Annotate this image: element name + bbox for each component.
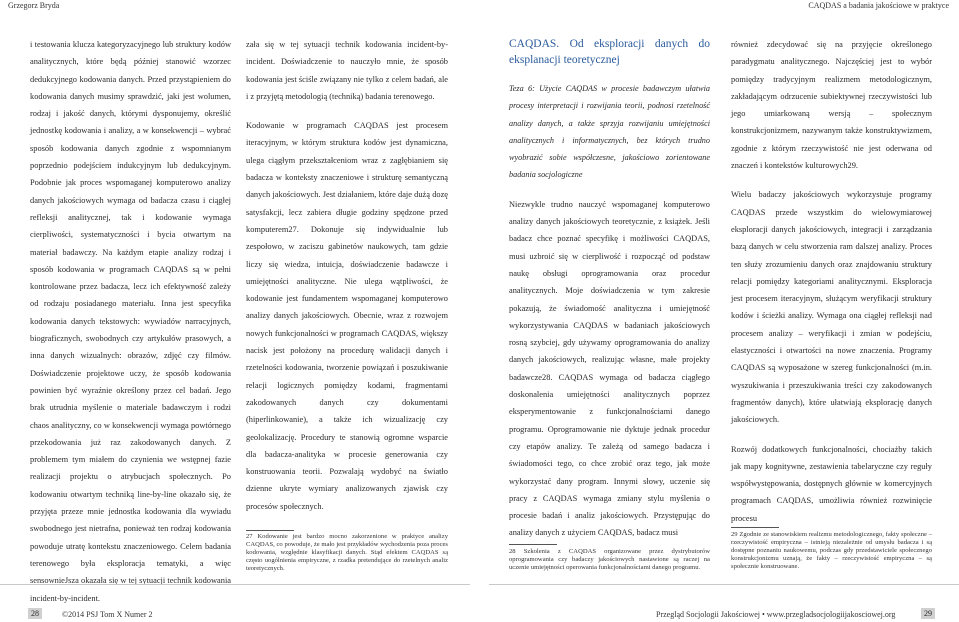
page-number-left: 28: [28, 608, 42, 619]
thesis-text: Użycie CAQDAS w procesie badawczym ułatwia procesy interpretacji i rozwijania teorii, podnosi rzetelność analizy danych, a także sprzyja rozwijaniu umiejętności analitycznych i informatycznych, bez których trudno wyobrazić sobie współczesne, jakościowo zorientowane badania socjologiczne: [509, 84, 710, 180]
section-title: CAQDAS. Od eksploracji danych do eksplanacji teoretycznej: [509, 38, 710, 66]
body-paragraph: również zdecydować się na przyjęcie określonego paradygmatu analitycznego. Najczęściej jest to wybór pomiędzy tradycyjnym realizmem metodologicznym, zakładającym odrzucenie subiektywnej rzeczywistości lub jego umiarkowaną wersją – społecznym konstrukcjonizmem, nazywanym także konstruktywizmem, zgodnie z którym rzeczywistość nie jest oderwana od znaczeń i kontekstów kulturowych29.: [731, 40, 932, 171]
page-number-right: 29: [921, 608, 935, 619]
thesis-block: [509, 80, 710, 184]
body-paragraph: Kodowanie w programach CAQDAS jest procesem iteracyjnym, w którym struktura kodów jest dynamiczna, ulega ciągłym przekształceniom wraz z zagłębianiem się badacza w konteksty znaczeniowe i strukturę semantyczną danych jakościowych. Jest działaniem, które daje dużą dozę satysfakcji, lecz zabiera długie godziny spędzone przed komputerem27. Dokonuje się indywidualnie lub zespołowo, w zaciszu gabinetów naukowych, tam gdzie liczy się wiedza, intuicja, doświadczenie badawcze i umiejętności analityczne. Nie ulega wątpliwości, że kodowanie jest fundamentem wspomaganej komputerowo analizy danych jakościowych. Obecnie, wraz z rozwojem nowych funkcjonalności w programach CAQDAS, większy nacisk jest położony na procedurę walidacji danych i rzetelności kodowania, tworzenie powiązań i poszukiwanie relacji logicznych pomiędzy kodami, fragmentami zakodowanych danych czy dokumentami (hiperlinkowanie), a także ich wizualizację czy geolokalizację. Procedury te stanowią ogromne wsparcie dla badacza-analityka w procesie generowania czy konstruowania teorii. Pozwalają wydobyć na światło dzienne ukryte wymiary analizowanych zjawisk czy procesów społecznych.: [246, 121, 448, 511]
right-page-column-2: [731, 36, 932, 527]
footer-rule-left: [0, 584, 470, 585]
body-paragraph: Niezwykle trudno nauczyć wspomaganej komputerowo analizy danych jakościowych teoretycznie, z książek. Jeśli badacz chce poznać specyfikę i możliwości CAQDAS, musi uzbroić się w cierpliwość i rozpocząć od podstaw naukę obsługi oprogramowania oraz procedur analitycznych. Moje doświadczenia w tym zakresie pokazują, że świadomość analityczna i umiejętność wykorzystywania CAQDAS w badaniach jakościowych rosną szybciej, gdy używamy oprogramowania do analizy danych jakościowych, realizując własne, małe projekty badawcze28. CAQDAS wymaga od badacza ciągłego doskonalenia umiejętności analitycznych poprzez eksperymentowanie z funkcjonalnościami danego programu. Oprogramowanie nie dyktuje jednak procedur czy etapów analizy. Te zależą od samego badacza i świadomości tego, co chce zrobić oraz tego, jak może wykorzystać dany program. Innymi słowy, uczenie się pracy z CAQDAS wymaga zmiany stylu myślenia o procesie badań i analiz jakościowych. Przystępując do analizy danych z użyciem CAQDAS, badacz musi: [509, 199, 710, 538]
footer-journal-issue: ©2014 PSJ Tom X Numer 2: [62, 610, 153, 619]
body-paragraph: Rozwój dodatkowych funkcjonalności, chociażby takich jak mapy kognitywne, zestawienia tabelaryczne czy reguły współwystępowania, dostępnych głównie w komercyjnych programach CAQDAS, umożliwia również rozwinięcie procesu: [731, 444, 932, 523]
footnote-28: 28 Szkolenia z CAQDAS organizowane przez dystrybutorów oprogramowania czy badaczy jakościowych nastawione są raczej na uczenie umiejętności operowania funkcjonalnościami danego programu.: [509, 548, 710, 572]
thesis-label: Teza 6:: [509, 84, 535, 93]
footer-rule-right: [489, 584, 959, 585]
left-page-column-1: [30, 36, 231, 607]
footnote-rule: [731, 527, 779, 528]
body-paragraph: zała się w tej sytuacji technik kodowania incident-by-incident. Doświadczenie to nauczyło mnie, że sposób kodowania jest ściśle związany nie tylko z celem badań, ale i z przyjętą metodologią (techniką) badania terenowego.: [246, 40, 448, 101]
left-page-column-2: [246, 36, 448, 515]
body-paragraph: Wielu badaczy jakościowych wykorzystuje programy CAQDAS przede wszystkim do wielowymiarowej eksploracji danych jakościowych, integracji i zarządzania bazą danych w celu stworzenia ram dalszej analizy. Proces ten służy zrozumieniu danych oraz znajdowaniu struktury relacji pomiędzy kategoriami analitycznymi. Eksploracja jest procesem iteracyjnym, służącym weryfikacji struktury kodów i ścieżki analizy. Wymaga ona ciągłej refleksji nad procesem analizy – weryfikacji i zmian w podejściu, elastyczności i otwartości na nowe znaczenia. Programy CAQDAS są wyposażone w szereg funkcjonalności (m.in. wyszukiwania i przeszukiwania treści czy zakodowanych fragmentów danych), które ułatwiają eksplorację danych jakościowych.: [731, 190, 932, 425]
footnote-rule: [509, 544, 557, 545]
footnote-rule: [246, 530, 294, 531]
right-page-column-1: [509, 36, 710, 542]
running-header-title: CAQDAS a badania jakościowe w praktyce: [808, 1, 949, 10]
running-header-author: Grzegorz Bryda: [8, 1, 60, 10]
body-paragraph: i testowania klucza kategoryzacyjnego lub struktury kodów analitycznych, które będą później stanowić wzorzec dedukcyjnego kodowania danych. Przed przystąpieniem do kodowania danych musimy sprawdzić, jaki jest wolumen, rodzaj i jakość danych, którymi dysponujemy, określić jednostkę kodowania i analizy, a w konsekwencji – wybrać sposób kodowania danych zgodnie z wspomnianym poprzednio podejściem indukcyjnym lub dedukcyjnym. Podobnie jak proces wspomaganej komputerowo analizy danych jakościowych wymaga od badacza czasu i ciągłej refleksji analitycznej, tak i kodowanie wymaga cierpliwości, systematyczności i bycia otwartym na materiał badawczy. Na każdym etapie analizy rodzaj i sposób kodowania w programach CAQDAS są w pełni kontrolowane przez badacza, lecz ich efektywność zależy od rodzaju posiadanego materiału. Inna jest specyfika kodowania danych tekstowych: wywiadów narracyjnych, biograficznych, swobodnych czy artykułów prasowych, a inna danych wizualnych: obrazów, zdjęć czy filmów. Doświadczenie projektowe uczy, że sposób kodowania powinien być wyraźnie określony przez cel badań. Jego brak utrudnia myślenie o materiale badawczym i rodzi chaos analityczny, co w konsekwencji wymaga powtórnego przekodowania już raz zakodowanych danych. Z problemem tym miałem do czynienia we wstępnej fazie realizacji projektu o atrybucjach społecznych. Po kodowaniu otwartym techniką line-by-line okazało się, że przyjęta przeze mnie jednostka kodowania dla wywiadu swobodnego jest nietrafna, ponieważ ten rodzaj kodowania powoduje utratę kontekstu znaczeniowego. Celem badania terenowego była eksploracja tematyki, a więc sensownieJsza okazała się w tej sytuacji technik kodowania incident-by-incident.: [30, 40, 231, 603]
footer-journal-name: Przegląd Socjologii Jakościowej • www.przegladsocjologiijakosciowej.org: [656, 610, 896, 619]
footnote-29: 29 Zgodnie ze stanowiskiem realizmu metodologicznego, fakty społeczne – rzeczywistość empiryczna – istnieją niezależnie od umysłu badacza i są dostępne poznaniu naukowemu, podczas gdy przedstawiciele społecznego konstrukcjonizmu uznają, że fakty – rzeczywistość empiryczna – są społecznie konstruowane.: [731, 531, 932, 571]
footnote-27: 27 Kodowanie jest bardzo mocno zakorzenione w praktyce analizy CAQDAS, co powoduje, że mało jest przykładów wychodzenia poza proces kodowania, względnie klasyfikacji danych. Stąd efektem CAQDAS są często uogólnienia empiryczne, z rzadka pretendujące do rzetelnych analiz teoretycznych.: [246, 533, 448, 573]
